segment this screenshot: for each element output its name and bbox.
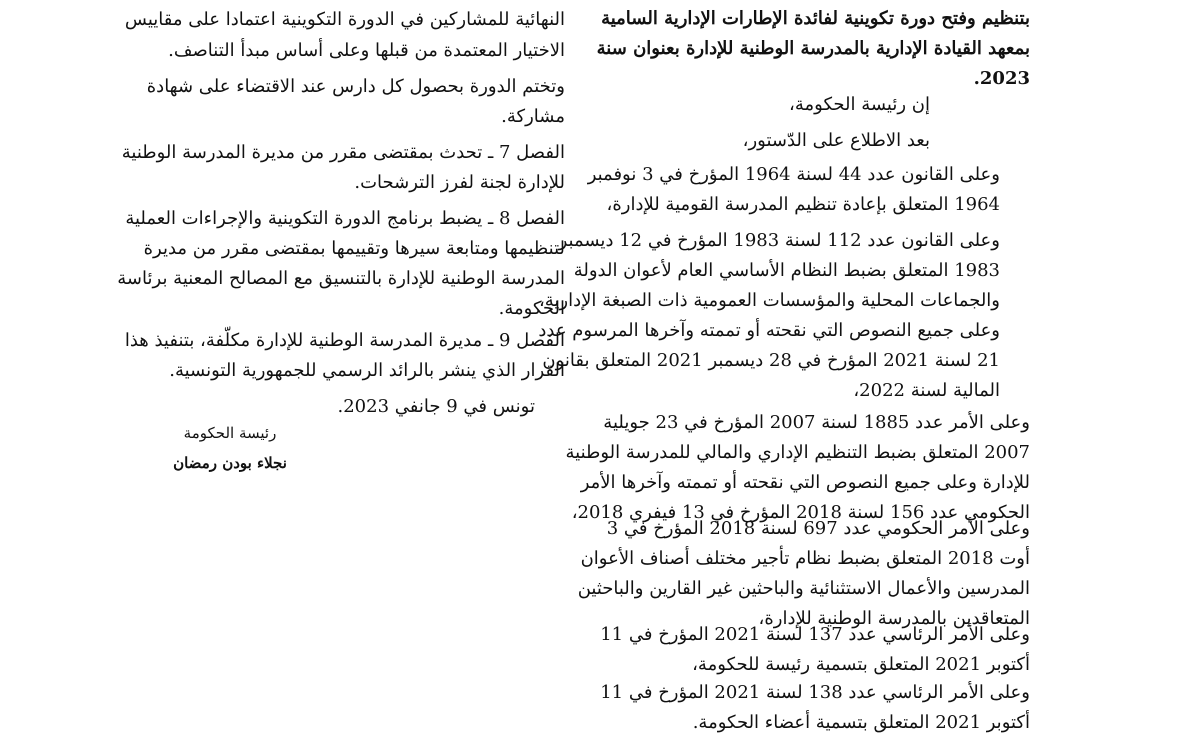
paragraph-line: المدرسة الوطنية للإدارة بالتنسيق مع المصالح المعنية برئاسة	[117, 268, 565, 289]
paragraph-line: القرار الذي ينشر بالرائد الرسمي للجمهورية التونسية.	[169, 360, 565, 381]
paragraph-line: 1983 المتعلق بضبط النظام الأساسي العام لأعوان الدولة	[573, 260, 1000, 281]
paragraph-line: الفصل 7 ـ تحدث بمقتضى مقرر من مديرة المدرسة الوطنية	[121, 142, 565, 163]
paragraph-line: 2007 المتعلق بضبط التنظيم الإداري والمالي للمدرسة الوطنية	[565, 442, 1030, 463]
signature-title: رئيسة الحكومة	[183, 424, 277, 442]
preamble-intro	[590, 90, 1030, 120]
paragraph-line: وتختم الدورة بحصول كل دارس عند الاقتضاء على شهادة	[146, 76, 565, 97]
article-9	[124, 326, 565, 386]
paragraph-line: وعلى القانون عدد 44 لسنة 1964 المؤرخ في 3 نوفمبر	[587, 164, 1000, 185]
paragraph-line: الفصل 8 ـ يضبط برنامج الدورة التكوينية والإجراءات العملية	[125, 208, 565, 229]
signature-name: نجلاء بودن رمضان	[173, 454, 287, 472]
paragraph-line: للإدارة لجنة لفرز الترشحات.	[354, 172, 565, 193]
preamble-constitution	[590, 126, 1030, 156]
paragraph-line: وعلى الأمر الحكومي عدد 697 لسنة 2018 المؤرخ في 3	[606, 518, 1030, 539]
law-1983-paragraph	[538, 226, 1030, 406]
paragraph-line: النهائية للمشاركين في الدورة التكوينية اعتمادا على مقاييس	[124, 9, 565, 30]
decree-138-paragraph	[590, 678, 1030, 738]
paragraph-line: وعلى الأمر الرئاسي عدد 138 لسنة 2021 المؤرخ في 11	[600, 682, 1030, 703]
constitution-line: بعد الاطلاع على الدّستور،	[742, 130, 930, 151]
paragraph-line: 1964 المتعلق بإعادة تنظيم المدرسة القومية للإدارة،	[606, 194, 1000, 215]
paragraph-line: والجماعات المحلية والمؤسسات العمومية ذات الصبغة الإدارية،	[538, 290, 1000, 311]
paragraph-line: 21 لسنة 2021 المؤرخ في 28 ديسمبر 2021 المتعلق بقانون	[542, 350, 1000, 371]
date-block	[150, 392, 565, 422]
law-1964-paragraph	[587, 160, 1030, 220]
paragraph-line: أكتوبر 2021 المتعلق بتسمية أعضاء الحكومة.	[692, 712, 1030, 733]
decision-title	[590, 4, 1030, 94]
paragraph-line: لتنظيمها ومتابعة سيرها وتقييمها بمقتضى مقرر من مديرة	[143, 238, 565, 259]
paragraph-line: وعلى الأمر عدد 1885 لسنة 2007 المؤرخ في 23 جويلية	[603, 412, 1030, 433]
paragraph-line: الحكومي عدد 156 لسنة 2018 المؤرخ في 13 فيفري 2018،	[571, 502, 1030, 523]
paragraph-line: مشاركة.	[501, 106, 565, 127]
paragraph-line: المدرسين والأعمال الاستثنائية والباحثين غير القارين والباحثين	[577, 578, 1030, 599]
certificate-paragraph	[146, 72, 565, 132]
paragraph-line: المالية لسنة 2022،	[853, 380, 1000, 401]
paragraph-line: أكتوبر 2021 المتعلق بتسمية رئيسة للحكومة،	[692, 654, 1030, 675]
paragraph-line: المتعاقدين بالمدرسة الوطنية للإدارة،	[758, 608, 1030, 629]
decree-2018-paragraph	[577, 514, 1030, 634]
paragraph-line: وعلى جميع النصوص التي نقحته أو تممته وآخرها المرسوم عدد	[538, 320, 1000, 341]
paragraph-line: وعلى الأمر الرئاسي عدد 137 لسنة 2021 المؤرخ في 11	[600, 624, 1030, 645]
title-line: بمعهد القيادة الإدارية بالمدرسة الوطنية للإدارة بعنوان سنة	[596, 38, 1030, 59]
paragraph-line: وعلى القانون عدد 112 لسنة 1983 المؤرخ في 12 ديسمبر	[558, 230, 1000, 251]
paragraph-line: الاختيار المعتمدة من قبلها وعلى أساس مبدأ التناصف.	[168, 40, 565, 61]
paragraph-line: الحكومة.	[498, 298, 565, 319]
title-line: بتنظيم وفتح دورة تكوينية لفائدة الإطارات الإدارية السامية	[601, 8, 1030, 29]
paragraph-line: الفصل 9 ـ مديرة المدرسة الوطنية للإدارة مكلّفة، بتنفيذ هذا	[124, 330, 565, 351]
left-text	[124, 4, 565, 66]
intro-line: إن رئيسة الحكومة،	[789, 94, 930, 115]
article-8	[117, 204, 565, 324]
paragraph-line: أوت 2018 المتعلق بضبط نظام تأجير مختلف أصناف الأعوان	[580, 548, 1030, 569]
decree-137-paragraph	[590, 620, 1030, 680]
decree-2007-paragraph	[565, 408, 1030, 528]
date-line: تونس في 9 جانفي 2023.	[337, 396, 535, 417]
paragraph-line: للإدارة وعلى جميع النصوص التي نقحته أو تممته وآخرها الأمر	[580, 472, 1030, 493]
article-7	[121, 138, 565, 198]
title-line: 2023.	[973, 68, 1030, 89]
